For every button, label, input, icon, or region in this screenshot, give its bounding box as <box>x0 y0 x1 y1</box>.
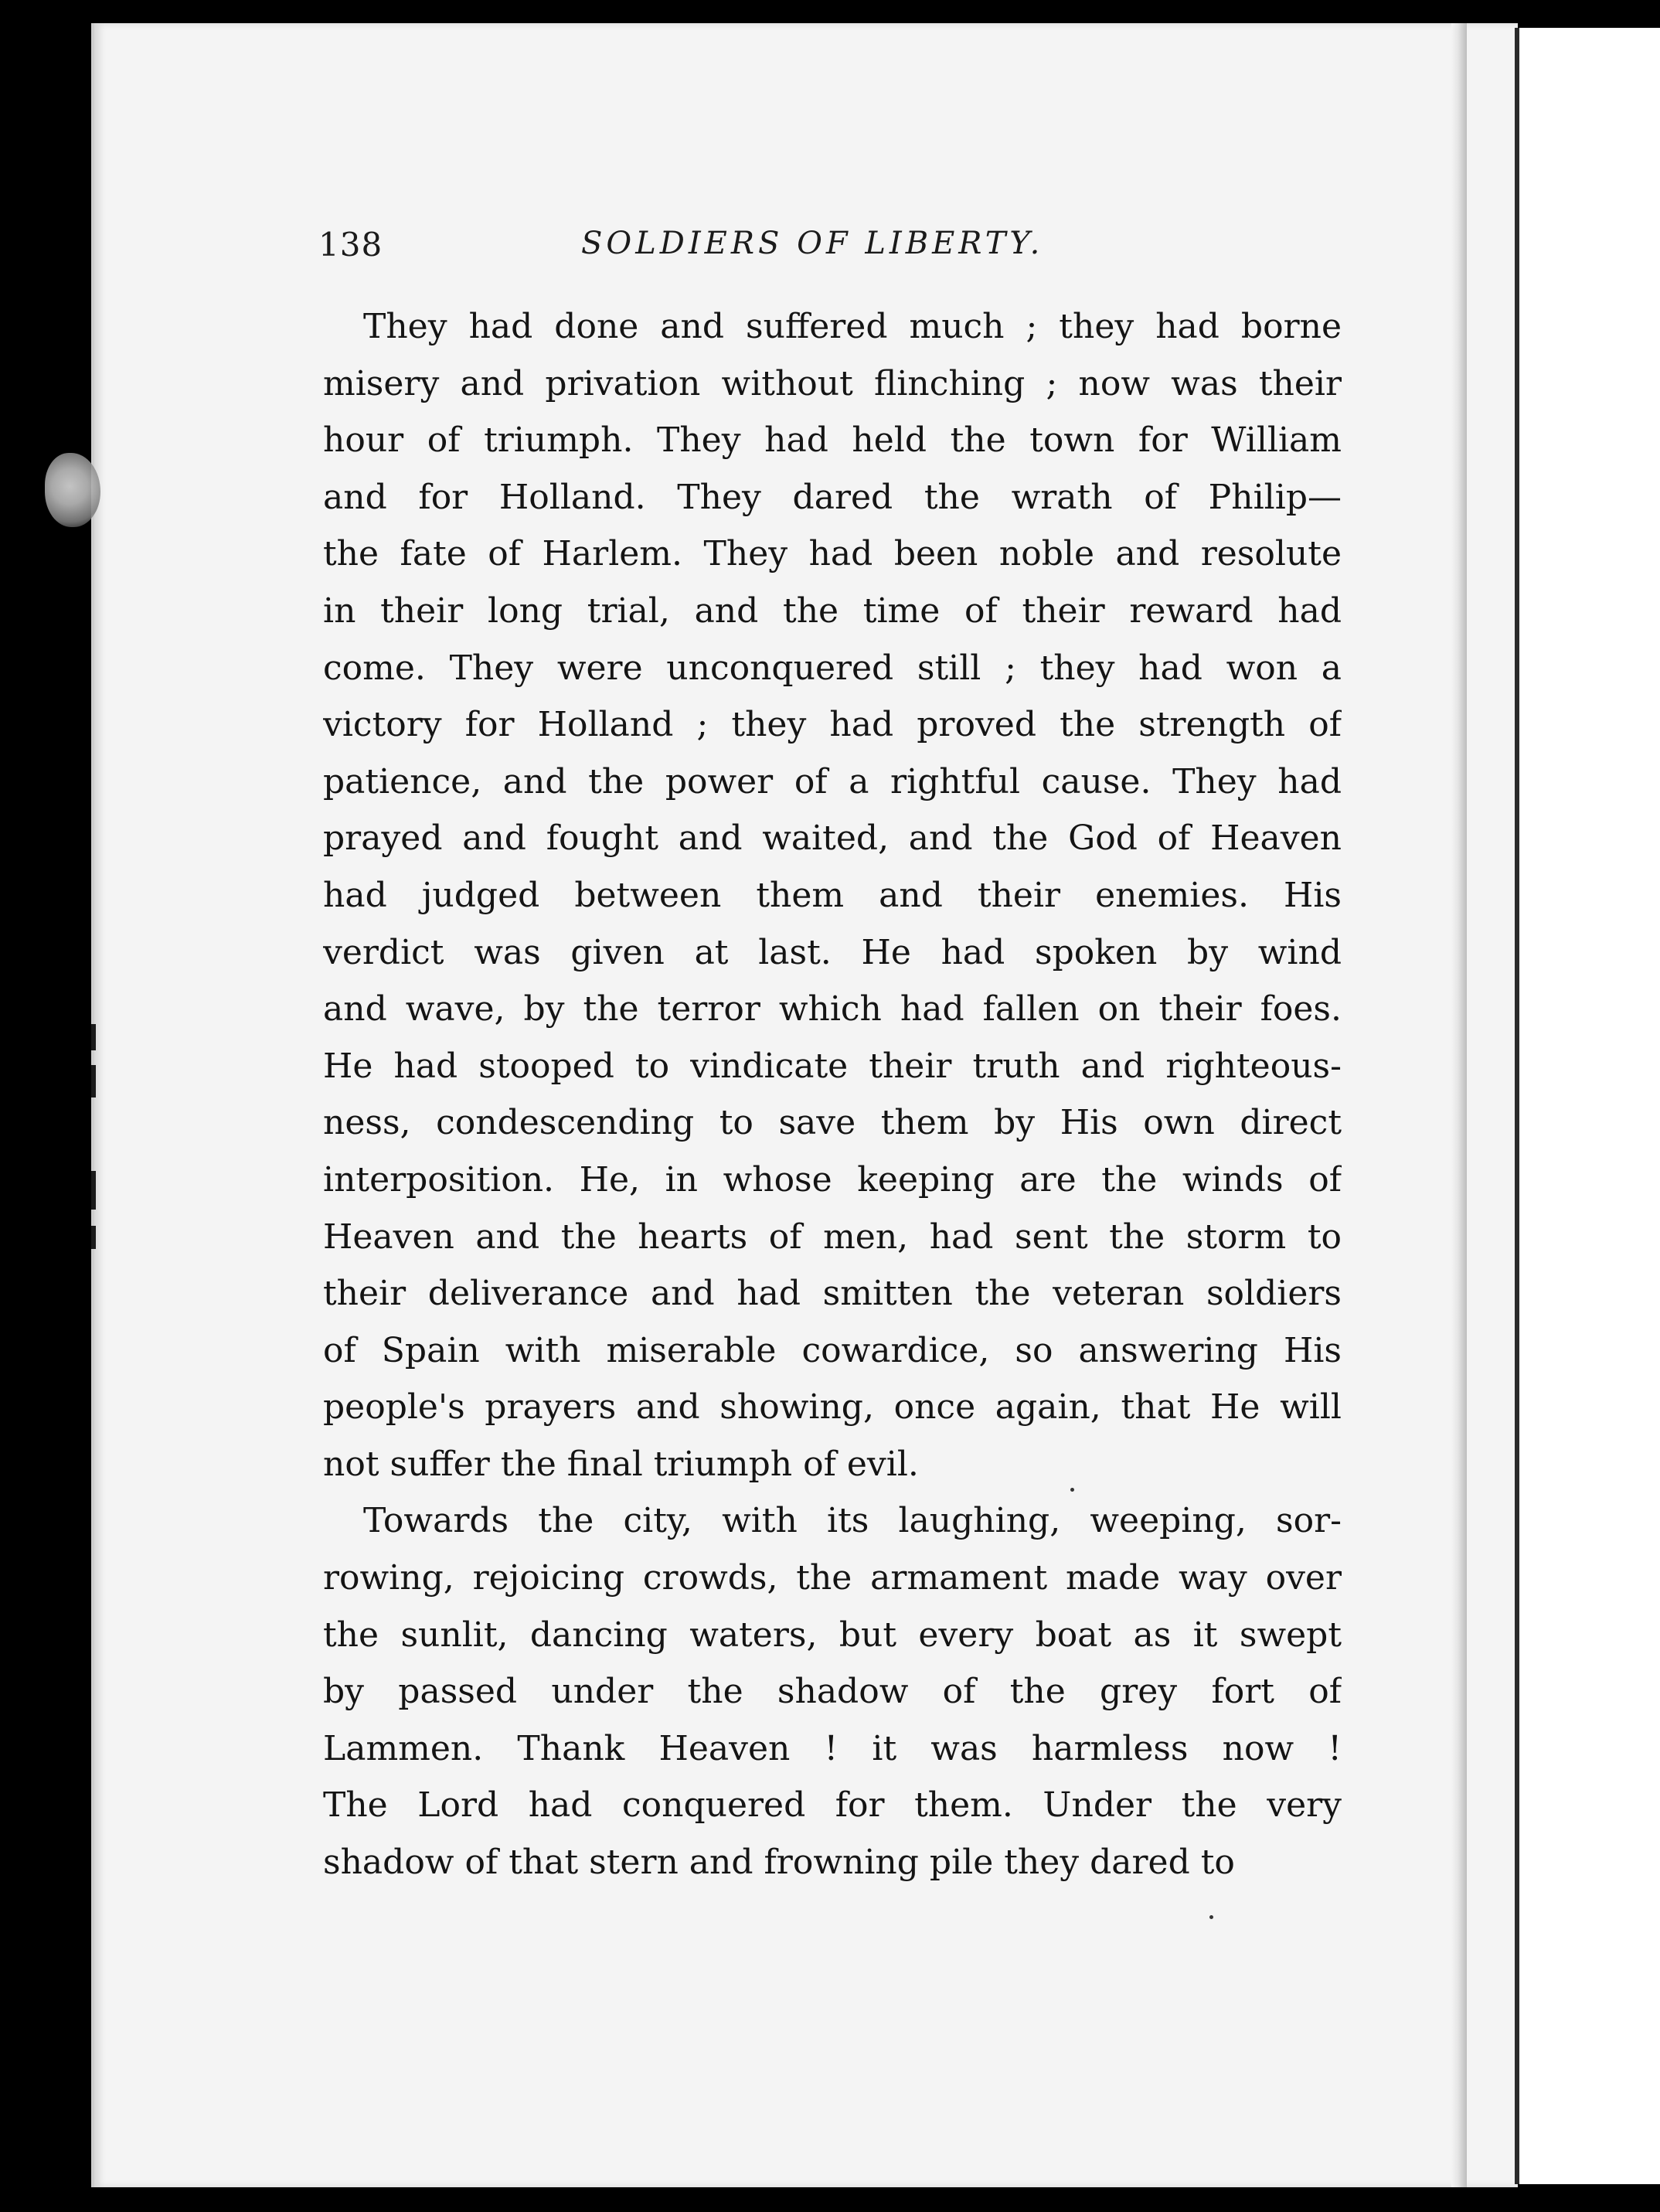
text-line: the sunlit, dancing waters, but every boat as it swept <box>323 1615 1342 1655</box>
text-line: by passed under the shadow of the grey fort of <box>323 1672 1342 1712</box>
text-line: Towards the city, with its laughing, weeping, sor- <box>363 1501 1342 1541</box>
facing-page-border <box>1515 28 1519 2184</box>
text-line: ness, condescending to save them by His own direct <box>323 1103 1342 1143</box>
text-line: They had done and suffered much ; they had borne <box>363 307 1342 346</box>
text-line: patience, and the power of a rightful cause. They had <box>323 761 1342 801</box>
facing-page-edge <box>1515 28 1660 2184</box>
page-number: 138 <box>318 226 383 264</box>
text-line: and wave, by the terror which had fallen on their foes. <box>323 989 1342 1029</box>
margin-mark <box>91 1024 96 1050</box>
text-line: Lammen. Thank Heaven ! it was harmless now ! <box>323 1728 1342 1768</box>
text-line: shadow of that stern and frowning pile they dared to <box>323 1843 1235 1883</box>
text-line: in their long trial, and the time of their reward had <box>323 590 1342 631</box>
text-line: misery and privation without flinching ; now was their <box>323 363 1342 403</box>
text-line: their deliverance and had smitten the veteran soldiers <box>323 1274 1342 1314</box>
text-line: come. They were unconquered still ; they had won a <box>323 648 1342 688</box>
text-line: rowing, rejoicing crowds, the armament made way over <box>323 1558 1342 1598</box>
text-line: people's prayers and showing, once again, that He will <box>323 1387 1342 1428</box>
text-line: He had stooped to vindicate their truth and righteous- <box>323 1046 1342 1086</box>
page-gutter-shadow <box>1451 23 1467 2187</box>
margin-mark <box>91 1171 96 1210</box>
text-line: not suffer the final triumph of evil. <box>323 1444 919 1484</box>
margin-mark <box>91 1226 96 1249</box>
body-text <box>323 298 1342 1891</box>
paragraph <box>323 298 1342 1492</box>
running-head <box>318 226 1377 272</box>
text-line: interposition. He, in whose keeping are the winds of <box>323 1159 1342 1200</box>
text-line: Heaven and the hearts of men, had sent the storm to <box>323 1217 1342 1257</box>
text-line: of Spain with miserable cowardice, so answering His <box>323 1330 1342 1370</box>
text-line: the fate of Harlem. They had been noble and resolute <box>323 534 1342 574</box>
text-line: verdict was given at last. He had spoken by wind <box>323 932 1342 972</box>
page-stain <box>45 453 100 527</box>
text-line: victory for Holland ; they had proved the strength of <box>323 705 1342 745</box>
paragraph <box>323 1492 1342 1890</box>
running-head-title: SOLDIERS OF LIBERTY. <box>581 226 1044 261</box>
text-line: and for Holland. They dared the wrath of Philip— <box>323 477 1342 517</box>
text-line: prayed and fought and waited, and the God of Heaven <box>323 818 1342 859</box>
text-line: hour of triumph. They had held the town for William <box>323 420 1342 461</box>
margin-mark <box>91 1065 96 1097</box>
text-line: The Lord had conquered for them. Under the very <box>323 1785 1342 1826</box>
text-line: had judged between them and their enemies. His <box>323 875 1342 915</box>
print-speck <box>1209 1915 1213 1919</box>
